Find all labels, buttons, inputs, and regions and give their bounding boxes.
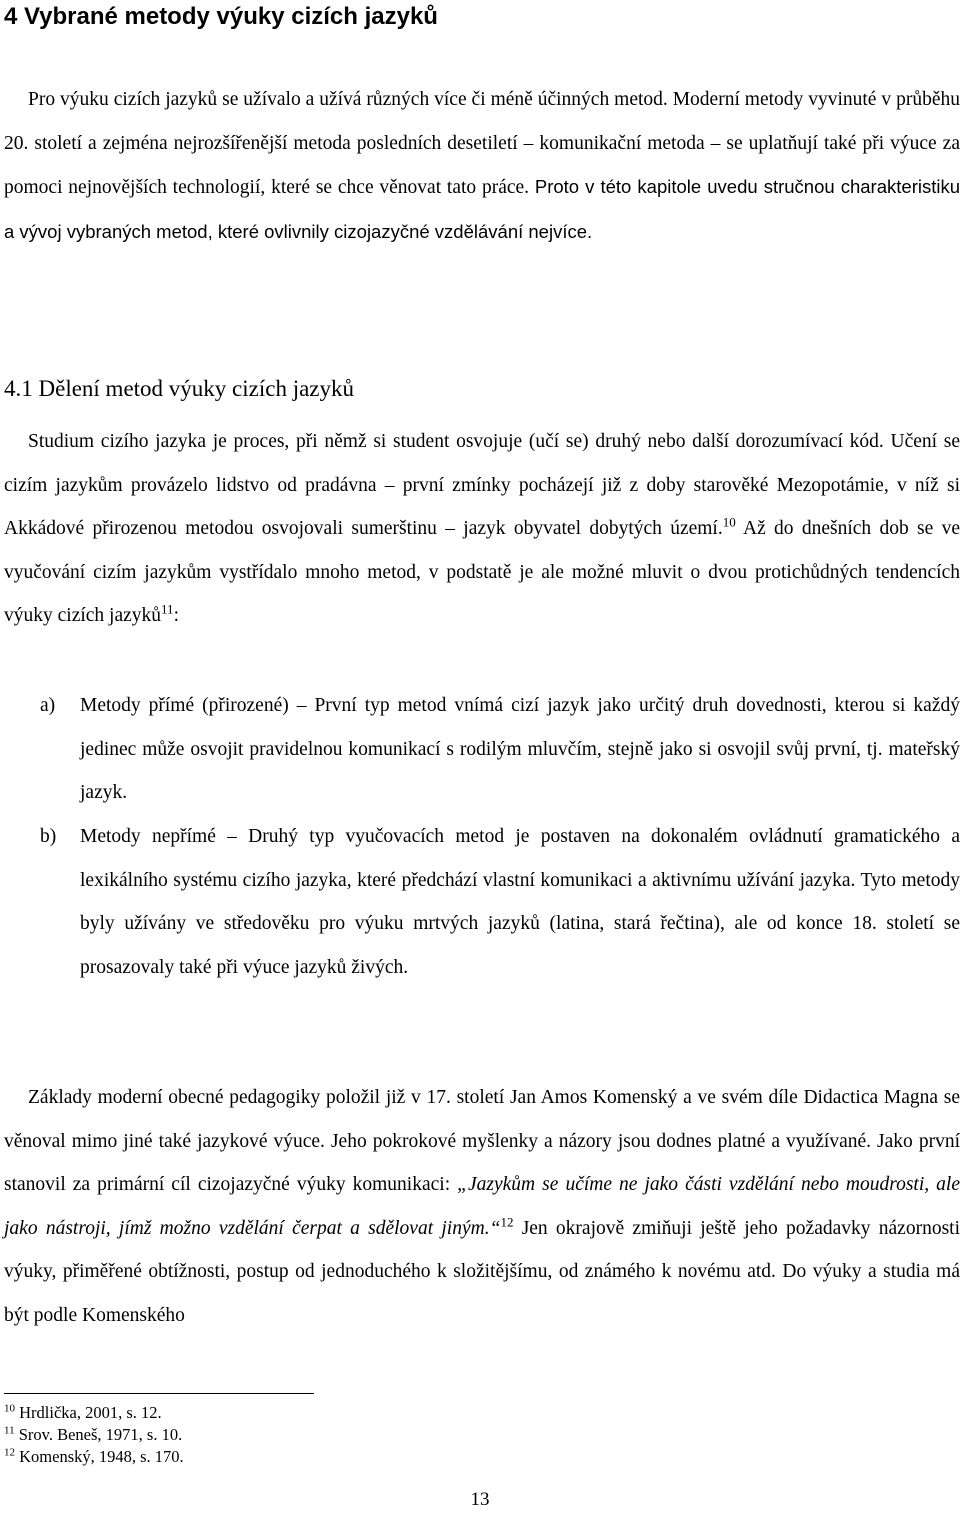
chapter-intro-paragraph (4, 78, 960, 254)
colon: : (173, 605, 179, 627)
footnote-ref-11[interactable]: 11 (161, 601, 174, 617)
footnote-text: Komenský, 1948, s. 170. (19, 1447, 184, 1466)
footnote-number: 12 (4, 1446, 15, 1459)
footnote-10 (4, 1402, 184, 1424)
intro-text-part2: Proto v této kapitole uvedu stručnou charakteristiku a vývoj vybraných metod, které ovlivnily cizojazyčné vzdělávání nejvíce. (4, 176, 960, 242)
footnote-ref-12[interactable]: 12 (500, 1214, 514, 1230)
footnote-number: 10 (4, 1402, 15, 1415)
intro-text-part1: Pro výuku cizích jazyků se užívalo a užívá různých více či méně účinných metod. Moderní metody vyvinuté v průběhu 20. století a zejména nejrozšířenější metoda posledních desetiletí – komunikační metoda – se uplatňují také při výuce za pomoci nejnovějších technologií, které se chce věnovat tato práce. (4, 89, 960, 199)
comenius-text-part1: Základy moderní obecné pedagogiky položil již v 17. století Jan Amos Komenský a ve svém díle Didactica Magna se věnoval mimo jiné také jazykové výuce. Jeho pokrokové myšlenky a názory jsou dodnes platné a využívané. Jako první stanovil za primární cíl cizojazyčné výuky komunikaci: (4, 1087, 960, 1196)
footnote-ref-10[interactable]: 10 (722, 514, 736, 530)
footnote-12 (4, 1446, 184, 1468)
section-continue-text: Až do dnešních dob se ve vyučování cizím jazykům vystřídalo mnoho metod, v podstatě je ale možné mluvit o dvou protichůdných tendencích výuky cizích jazyků (4, 518, 960, 627)
section-heading: 4.1 Dělení metod výuky cizích jazyků (4, 376, 355, 401)
section-paragraph (4, 420, 960, 638)
page-number: 13 (470, 1489, 490, 1510)
chapter-heading: 4 Vybrané metody výuky cizích jazyků (4, 3, 438, 30)
footnote-text: Srov. Beneš, 1971, s. 10. (18, 1425, 183, 1444)
comenius-paragraph (4, 1076, 960, 1338)
list-marker-b: b) (40, 826, 57, 847)
footnote-text: Hrdlička, 2001, s. 12. (19, 1403, 162, 1422)
comenius-quote: „Jazykům se učíme ne jako části vzdělání nebo moudrosti, ale jako nástroji, jímž možno vzdělání čerpat a sdělovat jiným.“ (4, 1174, 960, 1239)
section-history-text: Učení se cizím jazykům provázelo lidstvo od pradávna – první zmínky pocházejí již z doby starověké Mezopotámie, v níž si Akkádové přirozenou metodou osvojovali sumerštinu – jazyk obyvatel dobytých území. (4, 431, 960, 540)
list-item-text-b: Metody nepřímé – Druhý typ vyučovacích metod je postaven na dokonalém ovládnutí gramatického a lexikálního systému cizího jazyka, které předchází vlastní komunikaci a aktivnímu užívání jazyka. Tyto metody byly užívány ve středověku pro výuku mrtvých jazyků (latina, stará řečtina), ale od konce 18. století se prosazovaly také při výuce jazyků živých. (80, 826, 960, 978)
footnote-11 (4, 1424, 184, 1446)
footnote-separator (4, 1393, 314, 1394)
footnote-number: 11 (4, 1424, 15, 1437)
section-intro-text: Studium cizího jazyka je proces, při němž si student osvojuje (učí se) druhý nebo další dorozumívací kód. (28, 431, 884, 452)
list-marker-a: a) (40, 695, 56, 716)
list-item-text-a: Metody přímé (přirozené) – První typ metod vnímá cizí jazyk jako určitý druh dovednosti, kterou si každý jedinec může osvojit pravidelnou komunikací s rodilým mluvčím, stejně jako si osvojil svůj první, tj. mateřský jazyk. (80, 695, 960, 804)
comenius-text-part2: Jen okrajově zmiňuji ještě jeho požadavky názornosti výuky, přiměřené obtížnosti, postup od jednoduchého k složitějšímu, od známého k novému atd. Do výuky a studia má být podle Komenského (4, 1217, 960, 1326)
footnotes (4, 1402, 184, 1468)
